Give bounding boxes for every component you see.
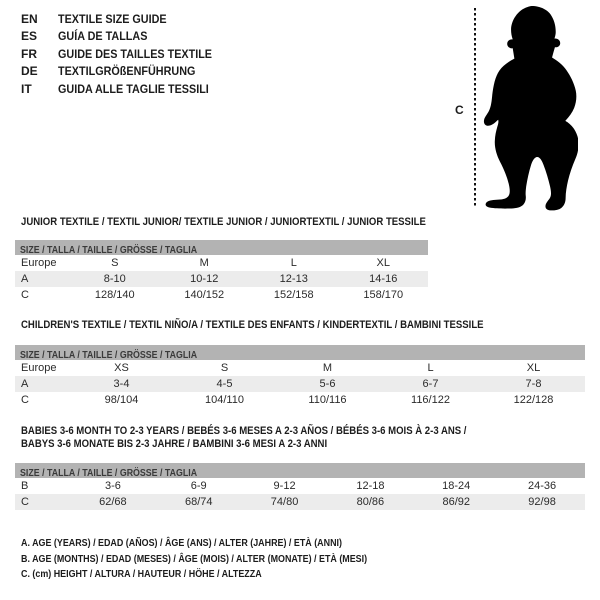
row-label-cell: C [21, 394, 29, 406]
row-label-cell: Europe [21, 362, 57, 374]
value-cell: 116/122 [411, 394, 450, 406]
language-list [21, 10, 229, 98]
table-row [15, 287, 428, 303]
baby-silhouette-svg [483, 6, 578, 211]
language-row [21, 28, 229, 46]
value-cell: 7-8 [525, 378, 542, 390]
size-table [15, 478, 585, 510]
value-cell: M [322, 362, 333, 374]
size-header-text: SIZE / TALLA / TAILLE / GRÖSSE / TAGLIA [20, 349, 198, 361]
value-cell: XL [526, 362, 541, 374]
value-cell: 110/116 [308, 394, 347, 406]
size-table [15, 360, 585, 408]
table-row [15, 494, 585, 510]
language-title: GUIDE DES TAILLES TEXTILE [58, 46, 213, 61]
value-cell: L [427, 362, 434, 374]
table-row [15, 271, 428, 287]
babies-table-section [15, 425, 585, 510]
language-row [21, 10, 229, 28]
table-title: BABIES 3-6 MONTH TO 2-3 YEARS / BEBÉS 3-6 MESES A 2-3 AÑOS / BÉBÉS 3-6 MOIS À 2-3 ANS / [21, 425, 467, 437]
footnote-b: B. AGE (MONTHS) / EDAD (MESES) / ÂGE (MOIS) / ALTER (MONATE) / ETÀ (MESI) [21, 552, 368, 565]
size-header-bar [15, 240, 428, 255]
table-row [15, 376, 585, 392]
value-cell: 4-5 [216, 378, 233, 390]
language-title: GUIDA ALLE TAGLIE TESSILI [58, 81, 209, 96]
size-header-bar [15, 463, 585, 478]
value-cell: 98/104 [104, 394, 139, 406]
value-cell: 128/140 [94, 289, 135, 301]
value-cell: 80/86 [356, 496, 385, 508]
language-title: TEXTILE SIZE GUIDE [58, 11, 167, 26]
height-measure-dashed-line [474, 8, 476, 206]
value-cell: 92/98 [528, 496, 556, 508]
language-row [21, 80, 229, 98]
footnote-a: A. AGE (YEARS) / EDAD (AÑOS) / ÂGE (ANS) / ALTER (JAHRE) / ETÀ (ANNI) [21, 537, 342, 549]
value-cell: 9-12 [273, 480, 296, 492]
junior-table-section [15, 216, 428, 303]
value-cell: 12-13 [279, 273, 308, 285]
value-cell: 3-4 [113, 378, 130, 390]
value-cell: 140/152 [184, 289, 225, 301]
value-cell: 68/74 [184, 496, 213, 508]
value-cell: 14-16 [369, 273, 398, 285]
value-cell: 3-6 [104, 480, 121, 492]
language-row [21, 45, 229, 63]
value-cell: 18-24 [442, 480, 471, 492]
row-label-cell: A [21, 378, 29, 390]
value-cell: 74/80 [270, 496, 299, 508]
size-table [15, 255, 428, 303]
language-row [21, 63, 229, 81]
language-code: FR [21, 46, 37, 61]
value-cell: 12-18 [356, 480, 385, 492]
children-table-section [15, 319, 585, 408]
footnotes [21, 537, 428, 584]
value-cell: 122/128 [513, 394, 554, 406]
height-measure-label: C [455, 103, 464, 117]
table-title: CHILDREN'S TEXTILE / TEXTIL NIÑO/A / TEXTILE DES ENFANTS / KINDERTEXTIL / BAMBINI TESSILE [21, 319, 484, 331]
size-header-bar [15, 345, 585, 360]
value-cell: 6-7 [422, 378, 439, 390]
language-title: TEXTILGRÖßENFÜHRUNG [58, 64, 196, 79]
value-cell: S [111, 257, 119, 269]
baby-silhouette [483, 6, 578, 211]
value-cell: 24-36 [527, 480, 557, 492]
row-label-cell: A [21, 273, 29, 285]
size-header-text: SIZE / TALLA / TAILLE / GRÖSSE / TAGLIA [20, 244, 198, 256]
value-cell: XL [376, 257, 390, 269]
value-cell: 8-10 [103, 273, 126, 285]
value-cell: 158/170 [363, 289, 404, 301]
row-label-cell: Europe [21, 257, 57, 269]
table-title-line2: BABYS 3-6 MONATE BIS 2-3 JAHRE / BAMBINI 3-6 MESI A 2-3 ANNI [21, 438, 328, 450]
value-cell: 5-6 [319, 378, 336, 390]
language-title: GUÍA DE TALLAS [58, 29, 148, 44]
table-row [15, 392, 585, 408]
value-cell: 152/158 [273, 289, 314, 301]
value-cell: 10-12 [190, 273, 219, 285]
footnote-c: C. (cm) HEIGHT / ALTURA / HAUTEUR / HÖHE / ALTEZZA [21, 568, 262, 580]
value-cell: XS [114, 362, 129, 374]
row-label-cell: C [21, 496, 29, 508]
language-code: ES [21, 29, 38, 44]
row-label-cell: B [21, 480, 29, 492]
size-header-text: SIZE / TALLA / TAILLE / GRÖSSE / TAGLIA [20, 467, 198, 479]
value-cell: 6-9 [190, 480, 207, 492]
baby-silhouette-path [484, 6, 578, 210]
value-cell: L [290, 257, 297, 269]
table-title: JUNIOR TEXTILE / TEXTIL JUNIOR/ TEXTILE JUNIOR / JUNIORTEXTIL / JUNIOR TESSILE [21, 216, 426, 228]
value-cell: M [199, 257, 209, 269]
language-code: DE [21, 64, 38, 79]
value-cell: 86/92 [442, 496, 470, 508]
value-cell: 62/68 [99, 496, 127, 508]
language-code: IT [21, 81, 32, 96]
row-label-cell: C [21, 289, 29, 301]
language-code: EN [21, 11, 38, 26]
value-cell: 104/110 [205, 394, 244, 406]
value-cell: S [220, 362, 229, 374]
